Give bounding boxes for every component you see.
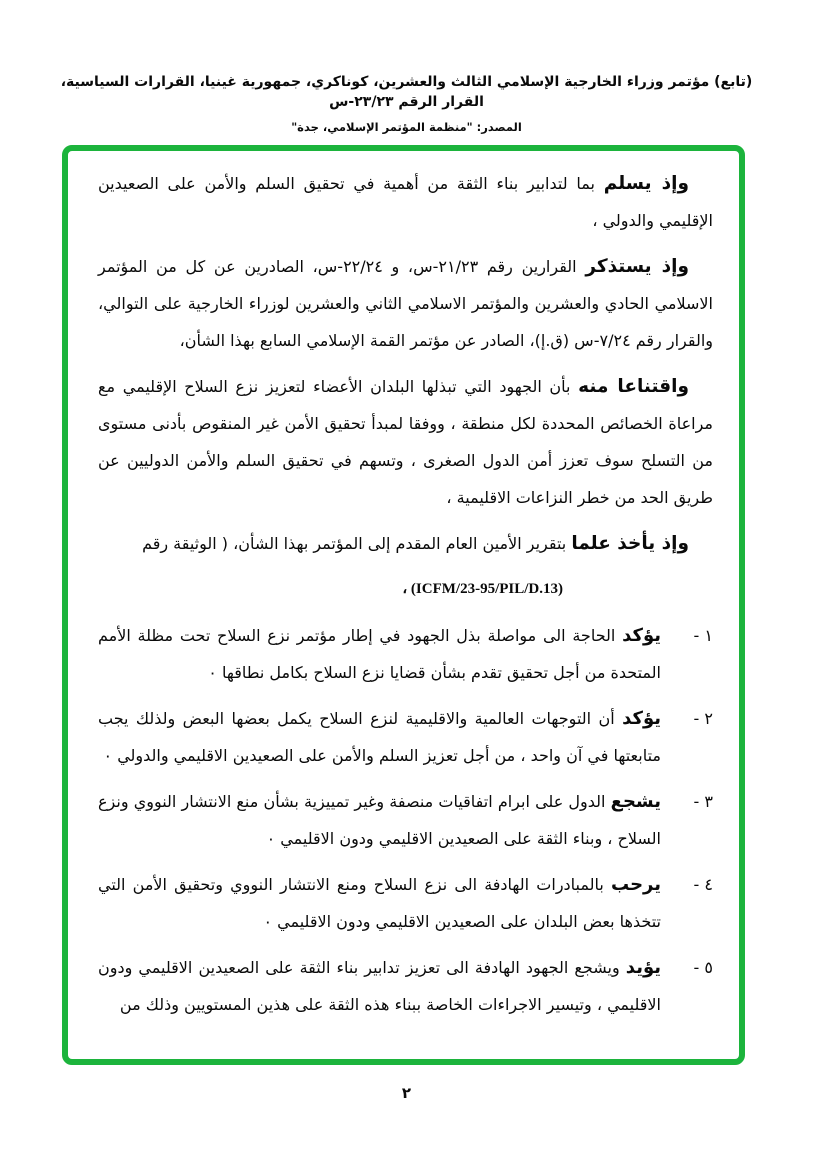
item-text-2: أن التوجهات العالمية والاقليمية لنزع السلاح يكمل بعضها البعض ولذلك يجب متابعتها في آن واحد ، من أجل تعزيز السلم والأمن على الصعيدين الاقليمي والدولي ٠ <box>98 709 661 765</box>
preamble-text-3: بأن الجهود التي تبذلها البلدان الأعضاء لتعزيز نزع السلاح الإقليمي مع مراعاة الخصائص المحددة لكل منطقة ، ووفقا لمبدأ تحقيق الأمن غير المنقوص بأدنى مستوى من التسلح سوف تعزز أمن الدول الصغرى ، وتسهم في تحقيق السلم والأمن الدوليين عن طريق الحد من خطر النزاعات الاقليمية ، <box>98 377 713 507</box>
item-lead-3: يشجع <box>610 791 661 812</box>
item-number-4: ٤ - <box>693 875 713 894</box>
item-body-4 <box>98 866 661 940</box>
item-body-3 <box>98 783 661 857</box>
preamble-paragraph-3 <box>98 368 713 516</box>
header-title: (تابع) مؤتمر وزراء الخارجية الإسلامي الثالث والعشرين، كوناكري، جمهورية غينيا، القرارات السياسية، القرار الرقم ٢٣/٢٣-س <box>60 74 753 110</box>
preamble-lead-3: واقتناعا منه <box>578 376 689 397</box>
preamble-text-1: بما لتدابير بناء الثقة من أهمية في تحقيق السلم والأمن على الصعيدين الإقليمي والدولي ، <box>98 174 713 230</box>
item-text-3: الدول على ابرام اتفاقيات منصفة وغير تمييزية بشأن منع الانتشار النووي ونزع السلاح ، وبناء الثقة على الصعيدين الاقليمي ودون الاقليمي ٠ <box>98 792 661 848</box>
preamble-text-4: بتقرير الأمين العام المقدم إلى المؤتمر بهذا الشأن، ( الوثيقة رقم <box>142 534 567 553</box>
item-body-2 <box>98 700 661 774</box>
item-number-3: ٣ - <box>693 792 713 811</box>
numbered-item-5 <box>98 949 713 1023</box>
preamble-lead-1: وإذ يسلم <box>603 173 689 194</box>
item-lead-2: يؤكد <box>622 708 661 729</box>
item-lead-4: يرحب <box>611 874 661 895</box>
header-source: المصدر: "منظمة المؤتمر الإسلامي، جدة" <box>291 120 522 134</box>
item-text-5: ويشجع الجهود الهادفة الى تعزيز تدابير بناء الثقة على الصعيدين الاقليمي ودون الاقليمي ، وتيسير الاجراءات الخاصة ببناء هذه الثقة على هذين المستويين وذلك من <box>98 958 661 1014</box>
preamble-paragraph-1 <box>98 165 713 239</box>
item-body-1 <box>98 617 661 691</box>
document-header <box>38 72 775 134</box>
item-body-5 <box>98 949 661 1023</box>
item-number-2: ٢ - <box>693 709 713 728</box>
item-text-1: الحاجة الى مواصلة بذل الجهود في إطار مؤتمر نزع السلاح تحت مظلة الأمم المتحدة من أجل تحقيق تقدم بشأن قضايا نزع السلاح بكامل نطاقها ٠ <box>98 626 661 682</box>
item-number-5: ٥ - <box>693 958 713 977</box>
item-lead-1: يؤكد <box>622 625 661 646</box>
page-number: ٢ <box>401 1084 412 1102</box>
resolution-text <box>68 151 739 1059</box>
preamble-lead-2: وإذ يستذكر <box>585 256 689 277</box>
item-number-1: ١ - <box>693 626 713 645</box>
preamble-paragraph-2 <box>98 248 713 359</box>
numbered-item-3 <box>98 783 713 857</box>
numbered-item-4 <box>98 866 713 940</box>
numbered-item-1 <box>98 617 713 691</box>
item-lead-5: يؤيد <box>625 957 661 978</box>
numbered-item-2 <box>98 700 713 774</box>
item-text-4: بالمبادرات الهادفة الى نزع السلاح ومنع الانتشار النووي وتحقيق الأمن التي تتخذها بعض البلدان على الصعيدين الاقليمي ودون الاقليمي ٠ <box>98 875 661 931</box>
preamble-paragraph-4 <box>98 525 713 562</box>
preamble-lead-4: وإذ يأخذ علما <box>571 533 689 554</box>
highlight-box <box>62 145 745 1065</box>
preamble-text-2: القرارين رقم ٢١/٢٣-س، و ٢٢/٢٤-س، الصادرين عن كل من المؤتمر الاسلامي الحادي والعشرين والمؤتمر الاسلامي الثاني والعشرين لوزراء الخارجية على التوالي، والقرار رقم ٧/٢٤-س (ق.إ)، الصادر عن مؤتمر القمة الإسلامي السابع بهذا الشأن، <box>98 257 713 350</box>
document-reference-number: (ICFM/23-95/PIL/D.13) ، <box>402 581 563 597</box>
